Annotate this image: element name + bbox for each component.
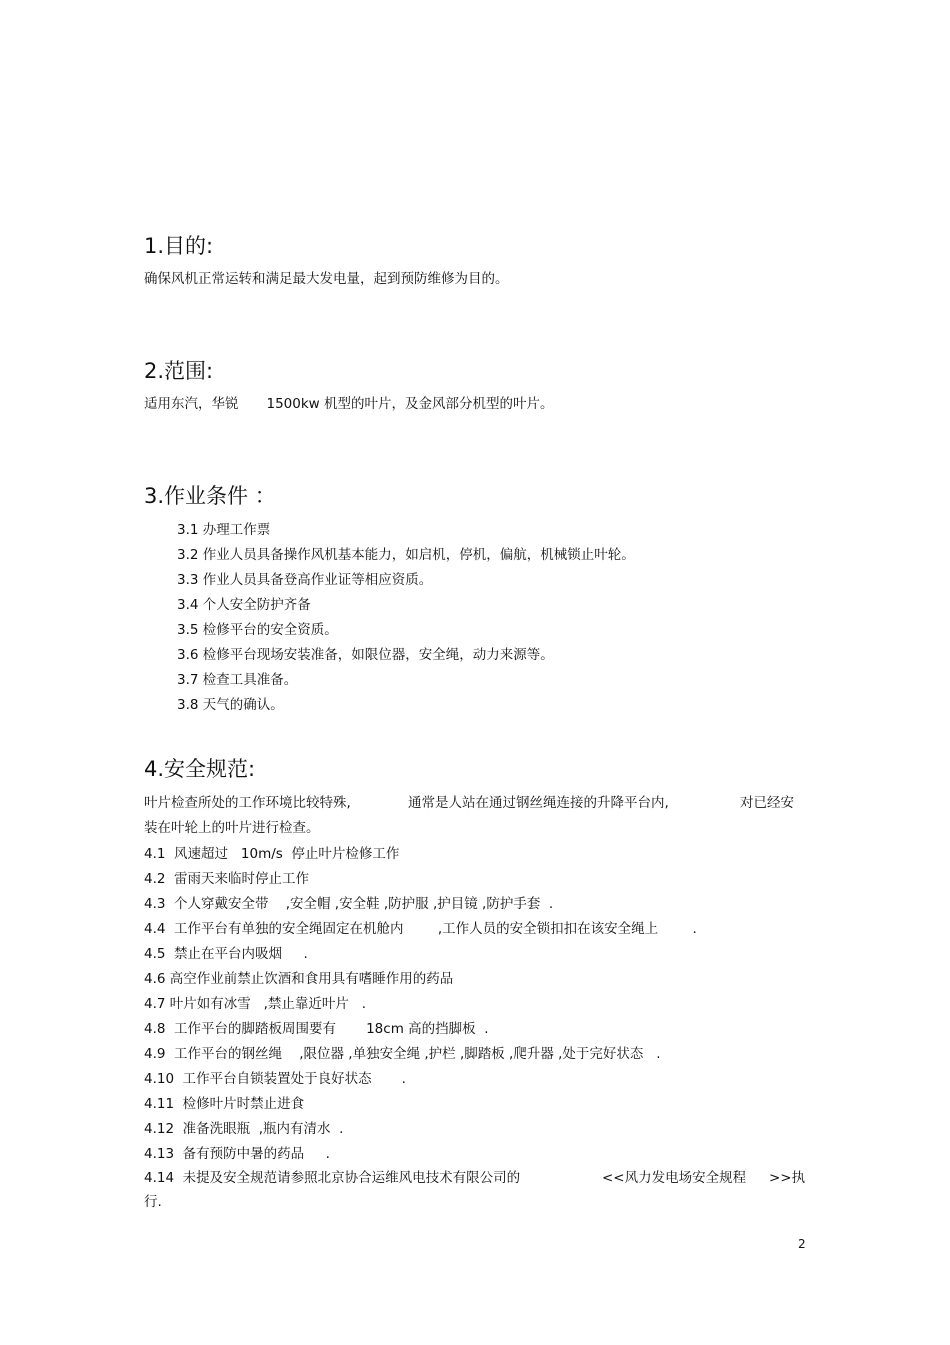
section-4-item: 4.11 检修叶片时禁止进食 <box>144 1096 305 1112</box>
section-4-last-b: <<风力发电场安全规程 <box>602 1170 747 1186</box>
section-4-item: 4.8 工作平台的脚踏板周围要有 18cm 高的挡脚板 . <box>144 1021 489 1037</box>
section-2-text-a: 适用东汽，华锐 <box>144 396 239 412</box>
section-4-item: 4.9 工作平台的钢丝绳 ,限位器 ,单独安全绳 ,护栏 ,脚踏板 ,爬升器 ,处于完好状态 . <box>144 1046 661 1062</box>
section-4-last-c: >>执 <box>769 1170 806 1186</box>
section-1-text: 确保风机正常运转和满足最大发电量，起到预防维修为目的。 <box>144 271 509 287</box>
section-4-intro-line2: 装在叶轮上的叶片进行检查。 <box>144 820 320 836</box>
section-4-last-item-line2: 行. <box>144 1194 162 1210</box>
section-4-intro-line1 <box>144 793 800 813</box>
section-4-item: 4.5 禁止在平台内吸烟 . <box>144 946 308 962</box>
section-2-text <box>144 394 554 414</box>
section-3-item: 3.2 作业人员具备操作风机基本能力，如启机，停机，偏航，机械锁止叶轮。 <box>177 547 635 563</box>
section-3-item: 3.5 检修平台的安全资质。 <box>177 622 338 638</box>
section-4-intro-a: 叶片检查所处的工作环境比较特殊, <box>144 795 351 811</box>
section-4-item: 4.1 风速超过 10m/s 停止叶片检修工作 <box>144 846 400 862</box>
section-3-item: 3.4 个人安全防护齐备 <box>177 597 311 613</box>
section-4-item: 4.10 工作平台自锁装置处于良好状态 . <box>144 1071 406 1087</box>
section-3-item: 3.7 检查工具准备。 <box>177 672 298 688</box>
section-3-item: 3.6 检修平台现场安装准备，如限位器，安全绳，动力来源等。 <box>177 647 554 663</box>
section-4-item: 4.3 个人穿戴安全带 ,安全帽 ,安全鞋 ,防护服 ,护目镜 ,防护手套 . <box>144 896 554 912</box>
section-4-last-a: 4.14 未提及安全规范请参照北京协合运维风电技术有限公司的 <box>144 1170 521 1186</box>
section-2-text-b: 1500kw 机型的叶片，及金风部分机型的叶片。 <box>266 396 554 412</box>
section-4-item: 4.4 工作平台有单独的安全绳固定在机舱内 ,工作人员的安全锁扣扣在该安全绳上 . <box>144 921 697 937</box>
section-4-item: 4.13 备有预防中暑的药品 . <box>144 1146 330 1162</box>
section-1-heading: 1.目的: <box>144 234 214 258</box>
section-3-item: 3.8 天气的确认。 <box>177 697 284 713</box>
section-4-item: 4.12 准备洗眼瓶 ,瓶内有清水 . <box>144 1121 344 1137</box>
section-3-item: 3.1 办理工作票 <box>177 522 271 538</box>
section-3-heading: 3.作业条件 ： <box>144 484 276 508</box>
section-2-heading: 2.范围: <box>144 359 214 383</box>
section-4-item: 4.6 高空作业前禁止饮酒和食用具有嗜睡作用的药品 <box>144 971 454 987</box>
section-4-intro-b: 通常是人站在通过钢丝绳连接的升降平台内, <box>408 795 669 811</box>
page-number: 2 <box>798 1237 806 1251</box>
section-4-intro-c: 对已经安 <box>740 795 794 811</box>
section-3-item: 3.3 作业人员具备登高作业证等相应资质。 <box>177 572 433 588</box>
section-4-item: 4.2 雷雨天来临时停止工作 <box>144 871 310 887</box>
section-4-last-item-line1 <box>144 1168 806 1188</box>
section-4-heading: 4.安全规范: <box>144 757 256 781</box>
section-4-item: 4.7 叶片如有冰雪 ,禁止靠近叶片 . <box>144 996 367 1012</box>
